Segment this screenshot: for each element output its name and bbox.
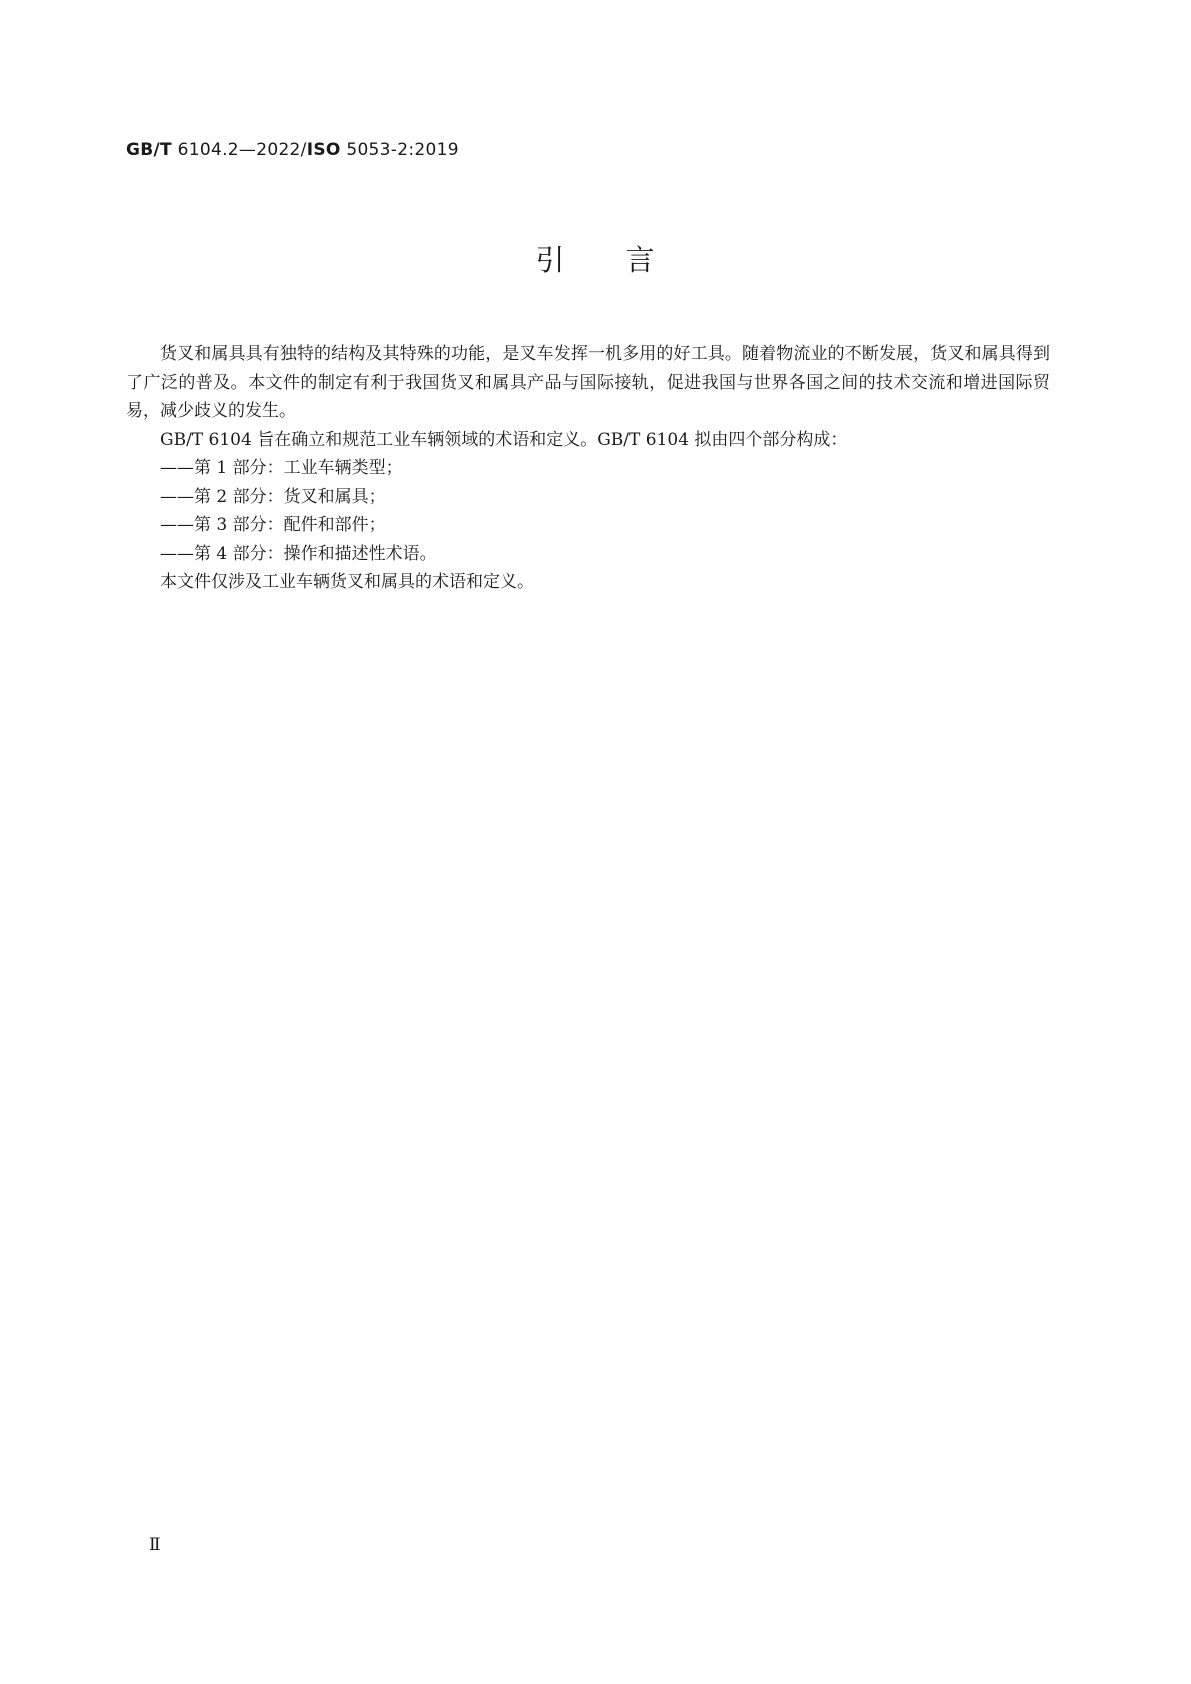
iso-prefix: ISO <box>306 140 341 160</box>
list-item: ——第 3 部分：配件和部件； <box>160 515 386 535</box>
list-item: ——第 1 部分：工业车辆类型； <box>160 458 403 478</box>
iso-number: 5053-2:2019 <box>340 140 459 160</box>
standard-prefix: GB/T <box>126 140 172 160</box>
page-number: Ⅱ <box>149 1535 161 1555</box>
list-item: ——第 4 部分：操作和描述性术语。 <box>160 543 437 564</box>
document-body <box>126 340 1050 597</box>
intro-paragraph-1: 货叉和属具具有独特的结构及其特殊的功能，是叉车发挥一机多用的好工具。随着物流业的不断发展，货叉和属具得到了广泛的普及。本文件的制定有利于我国货叉和属具产品与国际接轨，促进我国与世界各国之间的技术交流和增进国际贸易，减少歧义的发生。 <box>126 344 1050 421</box>
intro-paragraph-2: GB/T 6104 旨在确立和规范工业车辆领域的术语和定义。GB/T 6104 拟由四个部分构成： <box>160 429 848 450</box>
intro-paragraph-3: 本文件仅涉及工业车辆货叉和属具的术语和定义。 <box>160 572 534 592</box>
document-header <box>126 140 459 160</box>
page-title: 引 言 <box>535 243 656 277</box>
standard-number: 6104.2—2022/ <box>171 140 307 160</box>
list-item: ——第 2 部分：货叉和属具； <box>160 486 386 507</box>
